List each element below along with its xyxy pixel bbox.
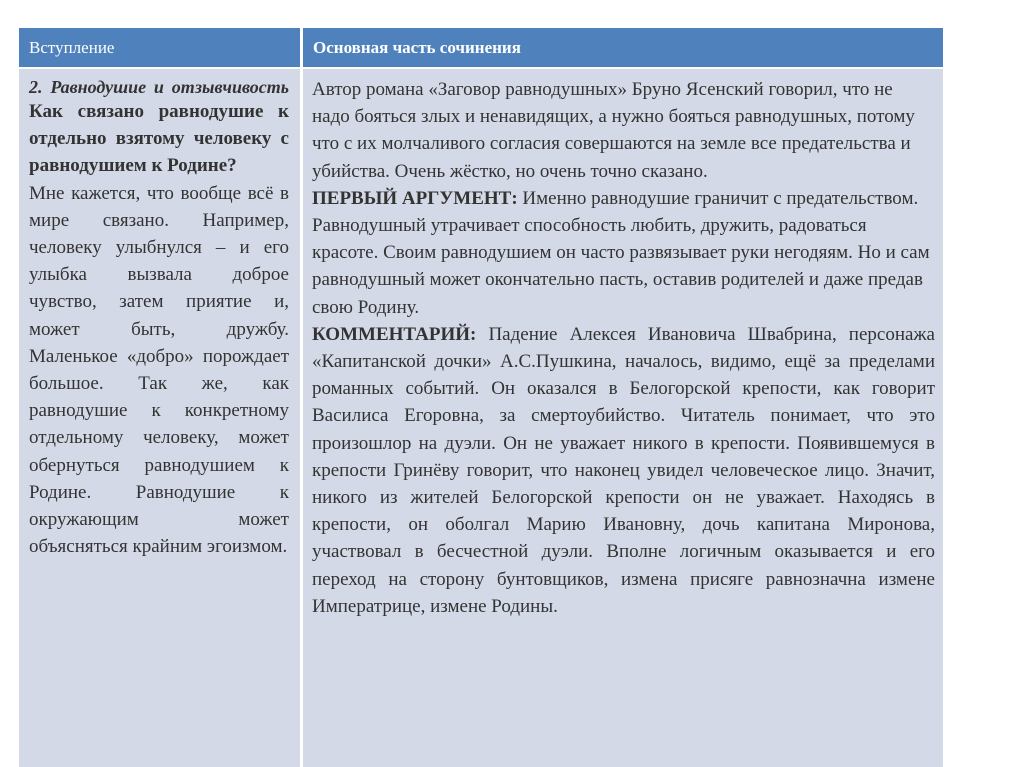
main-argument (312, 185, 935, 321)
main-quote: Автор романа «Заговор равнодушных» Бруно Ясенский говорил, что не надо бояться злых и ненавидящих, а нужно бояться равнодушных, потому что с их молчаливого согласия совершаются на земле все предательства и убийства. Очень жёстко, но очень точно сказано. (312, 79, 915, 182)
header-main-part: Основная часть сочинения (303, 28, 943, 67)
comment-label: КОММЕНТАРИЙ: (312, 323, 477, 345)
main-comment (312, 321, 935, 620)
header-divider (19, 67, 943, 69)
argument-text: Именно равнодушие граничит с предательством. Равнодушный утрачивает способность любить, дружить, радоваться красоте. Своим равнодушием он часто развязывает руки негодяям. Но и сам равнодушный может окончательно пасть, оставив родителей и даже предав свою Родину. (312, 187, 930, 318)
intro-topic: 2. Равнодушие и отзывчивость (29, 77, 289, 97)
intro-body: Мне кажется, что вообще всё в мире связано. Например, человеку улыбнулся – и его улыбка вызвала доброе чувство, затем приятие и, может быть, дружбу. Маленькое «добро» порождает большое. Так же, как равнодушие к конкретному отдельному человеку, может обернуться равнодушием к Родине. Равнодушие к окружающим может объясняться крайним эгоизмом. (29, 182, 289, 558)
argument-label: ПЕРВЫЙ АРГУМЕНТ: (312, 187, 518, 209)
comment-text: Падение Алексея Ивановича Швабрина, персонажа «Капитанской дочки» А.С.Пушкина, началось, видимо, ещё за пределами романных событий. Он оказался в Белогорской крепости, как говорит Василиса Егоровна, за смертоубийство. Читатель понимает, что это произошлор на дуэли. Он не уважает никого в крепости. Появившемуся в крепости Гринёву говорит, что наконец увидел человеческое лицо. Значит, никого из жителей Белогорской крепости он не уважает. Находясь в крепости, он оболгал Марию Ивановну, дочь капитана Миронова, участвовал в бесчестной дуэли. Вполне логичным оказывается и его переход на сторону бунтовщиков, измена присяге равнозначна измене Императрице, измене Родины. (312, 323, 935, 617)
intro-question: Как связано равнодушие к отдельно взятому человеку с равнодушием к Родине? (29, 101, 289, 177)
intro-cell (19, 76, 300, 560)
main-cell (303, 76, 943, 620)
essay-table (19, 28, 943, 767)
header-intro: Вступление (19, 28, 300, 67)
